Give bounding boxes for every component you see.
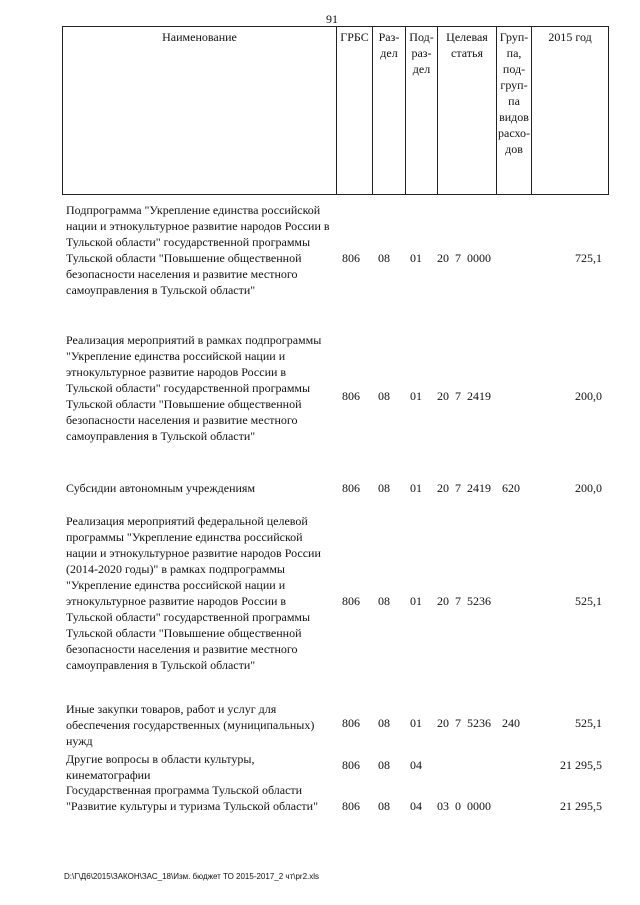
row-podrazdel: 04 <box>410 799 422 813</box>
row-razdel: 08 <box>378 389 390 403</box>
table-header <box>62 26 609 195</box>
row-podrazdel: 01 <box>410 389 422 403</box>
row-razdel: 08 <box>378 758 390 772</box>
row-group: 240 <box>502 716 520 730</box>
row-amount: 21 295,5 <box>560 799 602 813</box>
row-amount: 200,0 <box>575 481 602 495</box>
row-target: 20 7 5236 <box>437 716 491 730</box>
header-name: Наименование <box>63 27 337 195</box>
row-grbs: 806 <box>342 758 360 772</box>
row-group: 620 <box>502 481 520 495</box>
page-number: 91 <box>326 12 338 26</box>
row-razdel: 08 <box>378 594 390 608</box>
row-amount: 200,0 <box>575 389 602 403</box>
row-podrazdel: 01 <box>410 716 422 730</box>
row-amount: 525,1 <box>575 594 602 608</box>
row-grbs: 806 <box>342 251 360 265</box>
row-name: Подпрограмма "Укрепление единства российской нации и этнокультурное развитие народов России в Тульской области" государственной программы Тульской области "Повышение общественной безопасности населения и развитие местного самоуправления в Тульской области" <box>66 203 330 297</box>
row-razdel: 08 <box>378 251 390 265</box>
header-group: Груп- па, под- груп- па видов расхо- дов <box>497 27 532 195</box>
row-name: Реализация мероприятий федеральной целевой программы "Укрепление единства российской нации и этнокультурное развитие народов России (2014-2020 годы)" в рамках подпрограммы "Укрепление единства российской нации и этнокультурное развитие народов России в Тульской области" государственной программы Тульской области "Повышение общественной безопасности населения и развитие местного самоуправления в Тульской области" <box>66 514 321 672</box>
row-grbs: 806 <box>342 799 360 813</box>
row-target: 20 7 2419 <box>437 481 491 495</box>
row-name: Другие вопросы в области культуры, кинематографии <box>66 752 255 782</box>
header-grbs: ГРБС <box>337 27 373 195</box>
header-razdel: Раз- дел <box>373 27 406 195</box>
row-target: 03 0 0000 <box>437 799 491 813</box>
row-name: Иные закупки товаров, работ и услуг для обеспечения государственных (муниципальных) нужд <box>66 702 315 748</box>
row-grbs: 806 <box>342 716 360 730</box>
file-path-footer: D:\Г\Д6\2015\ЗАКОН\ЗАС_18\Изм. бюджет ТО 2015-2017_2 чт\pr2.xls <box>64 872 320 881</box>
row-target: 20 7 5236 <box>437 594 491 608</box>
row-podrazdel: 04 <box>410 758 422 772</box>
row-amount: 21 295,5 <box>560 758 602 772</box>
row-name: Реализация мероприятий в рамках подпрограммы "Укрепление единства российской нации и этнокультурное развитие народов России в Тульской области" государственной программы Тульской области "Повышение общественной безопасности населения и развитие местного самоуправления в Тульской области" <box>66 333 322 443</box>
row-grbs: 806 <box>342 389 360 403</box>
row-razdel: 08 <box>378 799 390 813</box>
row-name: Субсидии автономным учреждениям <box>66 481 256 495</box>
row-podrazdel: 01 <box>410 251 422 265</box>
header-podrazdel: Под- раз- дел <box>406 27 438 195</box>
row-name: Государственная программа Тульской области "Развитие культуры и туризма Тульской области" <box>66 783 318 813</box>
row-podrazdel: 01 <box>410 594 422 608</box>
row-razdel: 08 <box>378 481 390 495</box>
row-razdel: 08 <box>378 716 390 730</box>
row-amount: 525,1 <box>575 716 602 730</box>
row-target: 20 7 0000 <box>437 251 491 265</box>
header-target: Целевая статья <box>438 27 497 195</box>
row-podrazdel: 01 <box>410 481 422 495</box>
row-grbs: 806 <box>342 594 360 608</box>
row-grbs: 806 <box>342 481 360 495</box>
row-target: 20 7 2419 <box>437 389 491 403</box>
row-amount: 725,1 <box>575 251 602 265</box>
header-year: 2015 год <box>532 27 609 195</box>
